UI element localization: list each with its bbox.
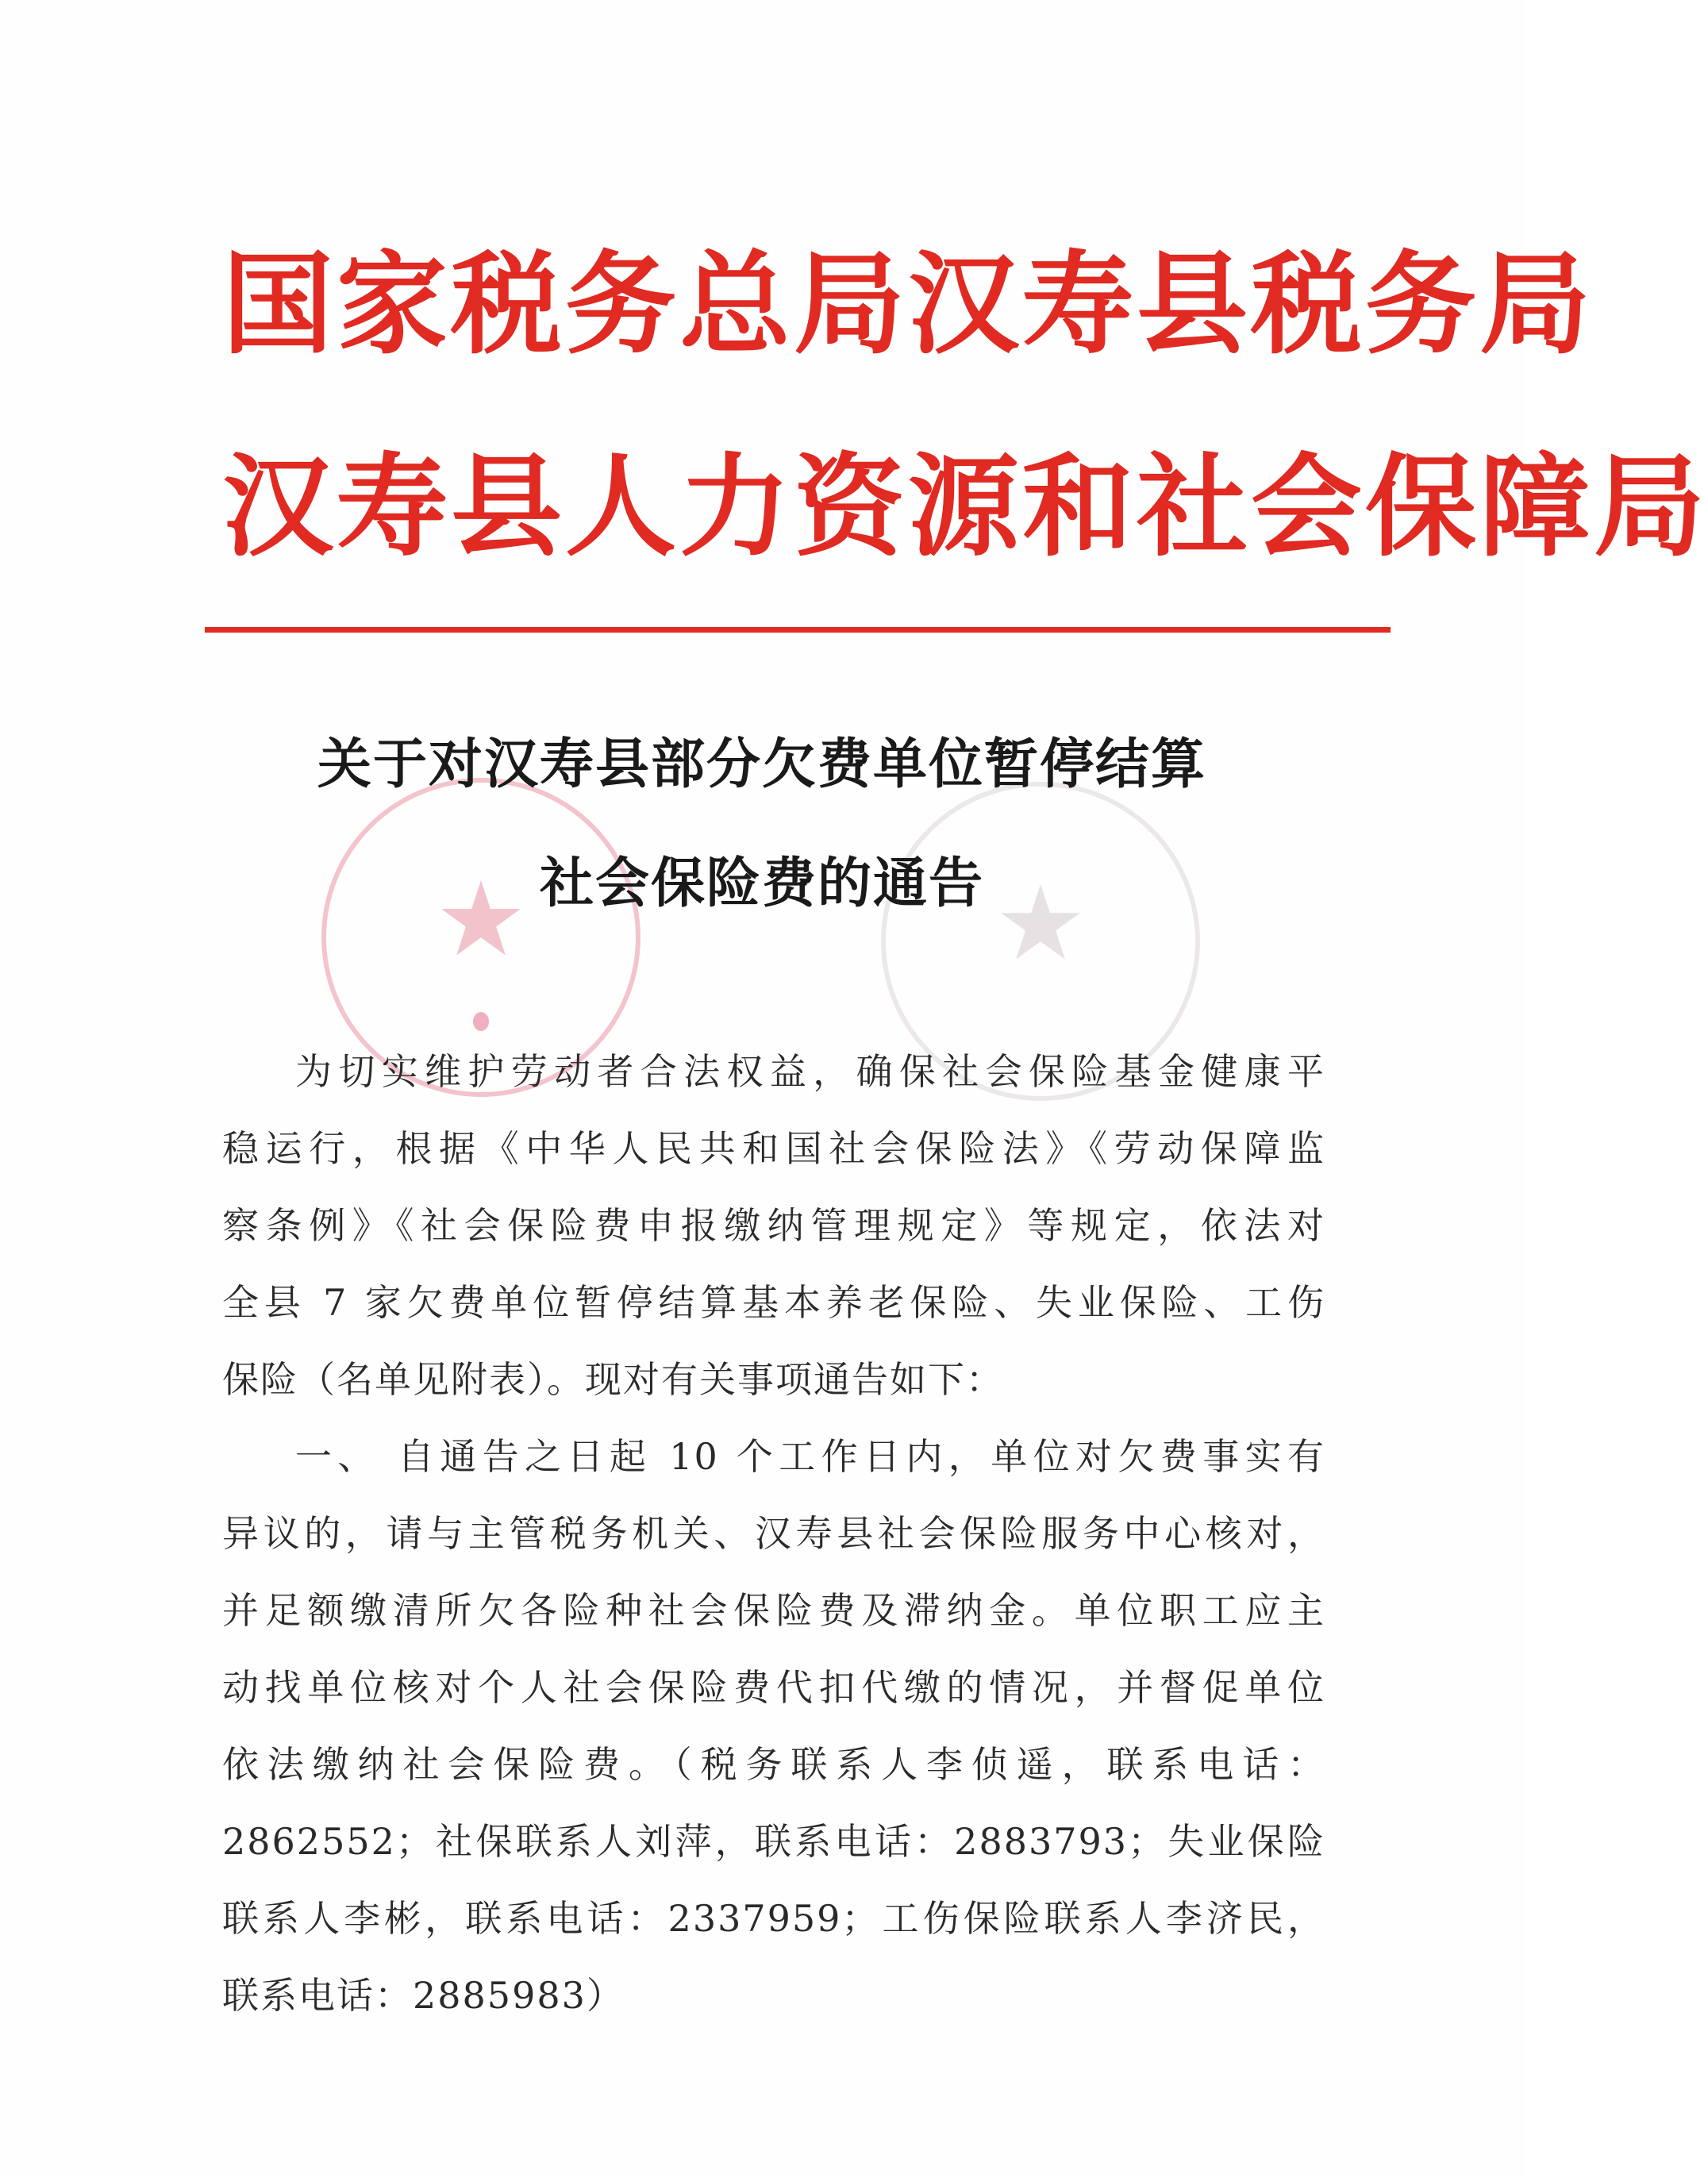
notice-title-line-1: 关于对汉寿县部分欠费单位暂停结算 bbox=[317, 733, 1206, 796]
issuer-line-1: 国家税务总局汉寿县税务局 bbox=[222, 240, 1595, 370]
body-line: 察条例》《社会保险费申报缴纳管理规定》等规定，依法对 bbox=[222, 1204, 1325, 1247]
body-line: 全县 7 家欠费单位暂停结算基本养老保险、失业保险、工伤 bbox=[222, 1281, 1325, 1324]
body-line: 为切实维护劳动者合法权益，确保社会保险基金健康平 bbox=[295, 1050, 1325, 1093]
body-line: 动找单位核对个人社会保险费代扣代缴的情况，并督促单位 bbox=[222, 1666, 1325, 1709]
body-line: 异议的，请与主管税务机关、汉寿县社会保险服务中心核对， bbox=[222, 1512, 1325, 1555]
notice-title-line-2: 社会保险费的通告 bbox=[539, 852, 984, 915]
body-line: 保险（名单见附表）。现对有关事项通告如下： bbox=[222, 1358, 1004, 1401]
body-line: 2862552；社保联系人刘萍，联系电话：2883793；失业保险 bbox=[222, 1820, 1325, 1863]
body-line: 依法缴纳社会保险费。（税务联系人李侦遥，联系电话： bbox=[222, 1743, 1325, 1786]
star-icon: ★ bbox=[994, 862, 1087, 983]
body-line: 并足额缴清所欠各险种社会保险费及滞纳金。单位职工应主 bbox=[222, 1589, 1325, 1632]
body-line: 联系人李彬，联系电话：2337959；工伤保险联系人李济民， bbox=[222, 1897, 1325, 1940]
red-separator-line bbox=[205, 627, 1391, 633]
body-line: 一、 自通告之日起 10 个工作日内，单位对欠费事实有 bbox=[295, 1435, 1325, 1478]
notice-body bbox=[222, 1033, 1325, 2034]
seal-dot bbox=[473, 1012, 489, 1031]
body-line: 稳运行，根据《中华人民共和国社会保险法》《劳动保障监 bbox=[222, 1127, 1325, 1170]
body-line: 联系电话：2885983） bbox=[222, 1974, 625, 2017]
star-icon: ★ bbox=[434, 858, 528, 979]
issuer-line-2: 汉寿县人力资源和社会保障局 bbox=[222, 443, 1708, 572]
